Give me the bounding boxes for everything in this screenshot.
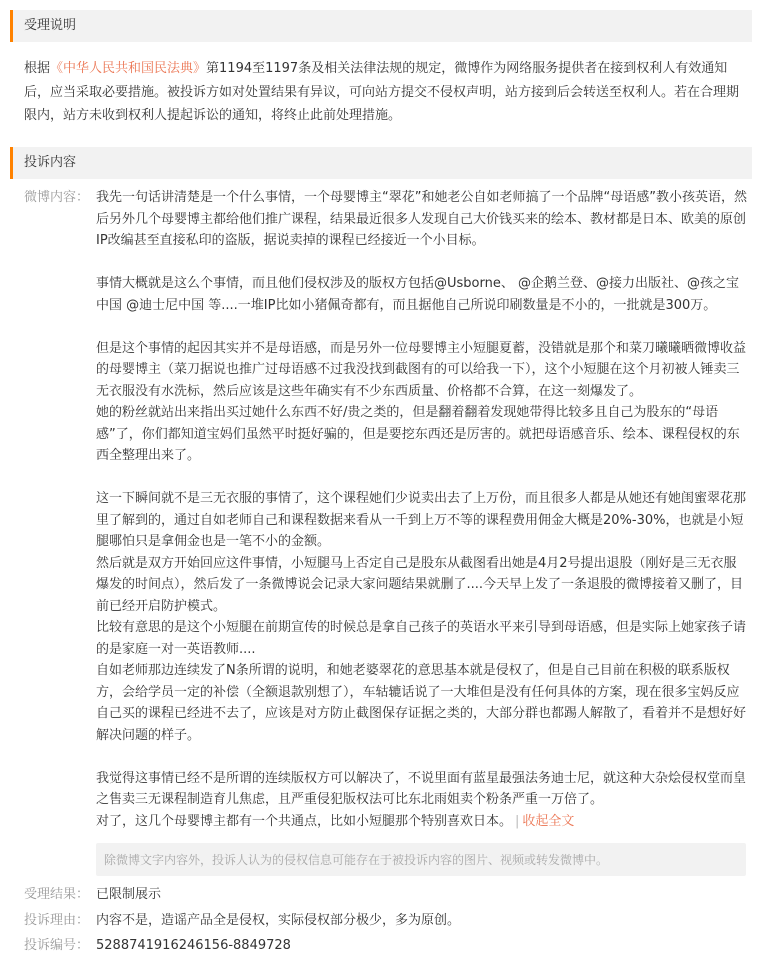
content-paragraph: 然后就是双方开始回应这件事情，小短腿马上否定自己是股东从截图看出她是4月2号提出退股（刚好是三无衣服爆发的时间点），然后发了一条微博说会记录大家问题结果就删了....今天早上发了一条退股的微博接着又删了，目前已经开启防护模式。: [96, 555, 744, 614]
collapse-full-text-link[interactable]: 收起全文: [522, 813, 575, 829]
content-paragraph: 自如老师那边连续发了N条所谓的说明，和她老婆翠花的意思基本就是侵权了，但是自己目前在积极的联系版权方，会给学员一定的补偿（全额退款别想了），车轱辘话说了一大堆但是没有任何具体的方案，现在很多宝妈反应自己买的课程已经进不去了，应该是对方防止截图保存证据之类的，大部分群也都踢人解散了，看着并不是想好好解决问题的样子。: [96, 663, 747, 743]
content-last-line: [96, 811, 749, 833]
content-paragraph: 我先一句话讲清楚是一个什么事情，一个母婴博主“翠花”和她老公自如老师搞了一个品牌“母语感”教小孩英语，然后另外几个母婴博主都给他们推广课程，结果最近很多人发现自己大价钱买来的绘本、教材都是日本、欧美的原创IP改编甚至直接私印的盗版，据说卖掉的课程已经接近一个小目标。: [96, 190, 747, 248]
paragraph-gap: [96, 746, 749, 768]
acceptance-notice: [24, 57, 744, 128]
reason-value: 内容不是，造谣产品全是侵权，实际侵权部分极少，多为原创。: [96, 913, 461, 928]
content-paragraph: 但是这个事情的起因其实并不是母语感，而是另外一位母婴博主小短腿夏蓄，没错就是那个和菜刀曦曦晒微博收益的母婴博主（菜刀据说也推广过母语感不过我没找到截图有的可以给我一下），这个小短腿在这个月初被人锤卖三无衣服没有水洗标，然后应该是这些年确实有不少东西质量、价格都不合算，在这一刻爆发了。: [96, 340, 747, 399]
content-paragraph: 这一下瞬间就不是三无衣服的事情了，这个课程她们少说卖出去了上万份，而且很多人都是从她还有她闺蜜翠花那里了解到的，通过自如老师自己和课程数据来看从一千到上万不等的课程费用佣金大概是20%-30%，也就是小短腿哪怕只是拿佣金也是一笔不小的金额。: [96, 491, 747, 549]
content-paragraph: 事情大概就是这么个事情，而且他们侵权涉及的版权方包括@Usborne、 @企鹅兰登、@接力出版社、@孩之宝中国 @迪士尼中国 等....一堆IP比如小猪佩奇都有，而且据他自己所说印刷数量是不小的，一批就是300万。: [96, 276, 739, 313]
content-paragraph: 她的粉丝就站出来指出买过她什么东西不好/贵之类的，但是翻着翻着发现她带得比较多且自己为股东的“母语感”了，你们都知道宝妈们虽然平时挺好骗的，但是要挖东西还是厉害的。就把母语感音乐、绘本、课程侵权的东西全整理出来了。: [96, 405, 740, 463]
result-label: 受理结果：: [24, 887, 90, 902]
civil-code-link[interactable]: 《中华人民共和国民法典》: [50, 61, 207, 76]
attachment-hint-text: 除微博文字内容外，投诉人认为的侵权信息可能存在于被投诉内容的图片、视频或转发微博中。: [104, 853, 609, 867]
content-paragraph: 比较有意思的是这个小短腿在前期宣传的时候总是拿自己孩子的英语水平来引导到母语感，但是实际上她家孩子请的是家庭一对一英语教师....: [96, 620, 747, 657]
complaint-title: 投诉内容: [24, 155, 77, 170]
last-line-text: 对了，这几个母婴博主都有一个共通点，比如小短腿那个特别喜欢日本。: [96, 813, 513, 829]
complaint-number-label: 投诉编号：: [24, 938, 90, 953]
paragraph-gap: [96, 316, 749, 338]
content-paragraph: 我觉得这事情已经不是所谓的连续版权方可以解决了，不说里面有蓝星最强法务迪士尼，就这种大杂烩侵权堂而皇之售卖三无课程制造育儿焦虑，且严重侵犯版权法可比东北雨姐卖个粉条严重一万倍了。: [96, 770, 747, 807]
complaint-number-value: 5288741916246156-8849728: [96, 938, 291, 953]
acceptance-title: 受理说明: [24, 18, 77, 33]
result-value: 已限制展示: [96, 887, 162, 902]
paragraph-gap: [96, 467, 749, 489]
paragraph-gap: [96, 252, 749, 274]
complaint-section-header: [10, 147, 752, 179]
notice-prefix: 根据: [24, 61, 51, 76]
separator: |: [515, 813, 520, 829]
weibo-content: [96, 187, 749, 832]
reason-label: 投诉理由：: [24, 913, 90, 928]
attachment-hint: [96, 843, 746, 876]
weibo-content-label: 微博内容：: [24, 190, 90, 205]
notice-body: 第1194至1197条及相关法律法规的规定，微博作为网络服务提供者在接到权利人有效通知后，应当采取必要措施。被投诉方如对处置结果有异议，可向站方提交不侵权声明，站方接到后会转送至权利人。若在合理期限内，站方未收到权利人提起诉讼的通知，将终止此前处理措施。: [24, 61, 740, 123]
acceptance-section-header: [10, 10, 752, 42]
